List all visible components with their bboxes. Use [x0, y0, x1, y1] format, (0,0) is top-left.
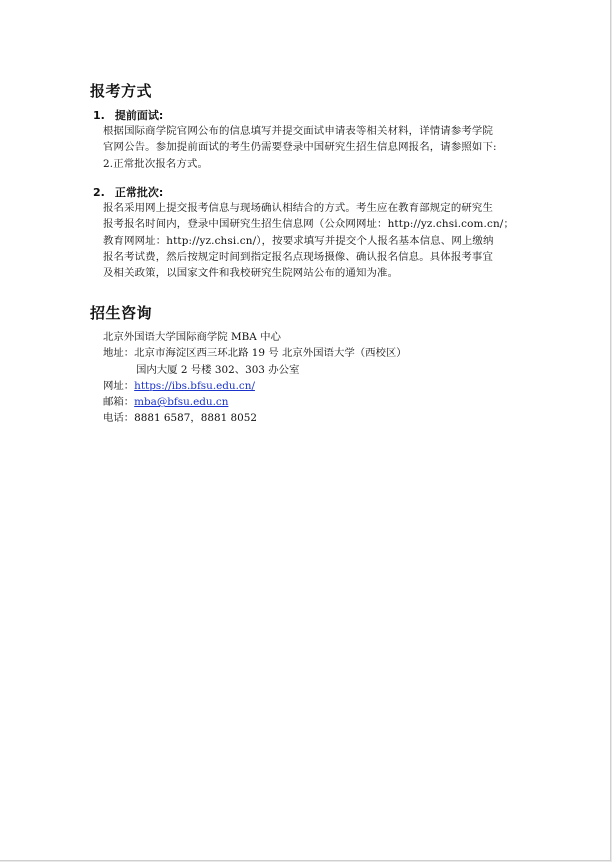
- phone-row: [103, 410, 407, 426]
- email-link[interactable]: mba@bfsu.edu.cn: [134, 396, 229, 409]
- paragraph-line: 报考报名时间内，登录中国研究生招生信息网（公众网网址：http://yz.chsi.com.cn/；: [103, 218, 514, 231]
- paragraph-line: 2.正常批次报名方式。: [103, 157, 209, 170]
- paragraph-normal-batch: [103, 200, 523, 281]
- paragraph-line: 教育网网址：http://yz.chsi.cn/），按要求填写并提交个人报名基本信息、网上缴纳: [103, 234, 494, 247]
- email-row: [103, 394, 407, 410]
- section-title-consult: 招生咨询: [90, 304, 153, 322]
- paragraph-line: 报名采用网上提交报考信息与现场确认相结合的方式。考生应在教育部规定的研究生: [103, 202, 493, 214]
- address-label: 地址：: [103, 347, 135, 360]
- paragraph-line: 根据国际商学院官网公布的信息填写并提交面试申请表等相关材料，详情请参考学院: [103, 125, 493, 137]
- item-title: 提前面试:: [114, 109, 164, 122]
- address-line-2: 国内大厦 2 号楼 302、303 办公室: [136, 363, 300, 376]
- phone-label: 电话：: [103, 412, 135, 425]
- item-number: 1.: [93, 109, 105, 122]
- section-title-registration: 报考方式: [90, 82, 153, 100]
- item-title: 正常批次:: [114, 186, 164, 199]
- contact-block: [103, 329, 407, 427]
- website-label: 网址：: [103, 379, 135, 392]
- phone-numbers: 8881 6587，8881 8052: [134, 412, 257, 425]
- organization-name: 北京外国语大学国际商学院 MBA 中心: [103, 331, 281, 343]
- item-heading-early-interview: [93, 109, 163, 123]
- email-label: 邮箱：: [103, 396, 135, 409]
- website-row: [103, 378, 407, 394]
- address-row: [103, 345, 407, 361]
- item-number: 2.: [93, 186, 105, 199]
- paragraph-early-interview: [103, 123, 523, 172]
- address-line-1: 北京市海淀区西三环北路 19 号 北京外国语大学（西校区）: [134, 347, 407, 360]
- paragraph-line: 官网公告。参加提前面试的考生仍需要登录中国研究生招生信息网报名，请参照如下:: [103, 141, 497, 154]
- item-heading-normal-batch: [93, 186, 163, 200]
- website-link[interactable]: https://ibs.bfsu.edu.cn/: [134, 379, 255, 392]
- paragraph-line: 报名考试费，然后按规定时间到指定报名点现场摄像、确认报名信息。具体报考事宜: [103, 250, 493, 263]
- paragraph-line: 及相关政策，以国家文件和我校研究生院网站公布的通知为准。: [103, 267, 399, 280]
